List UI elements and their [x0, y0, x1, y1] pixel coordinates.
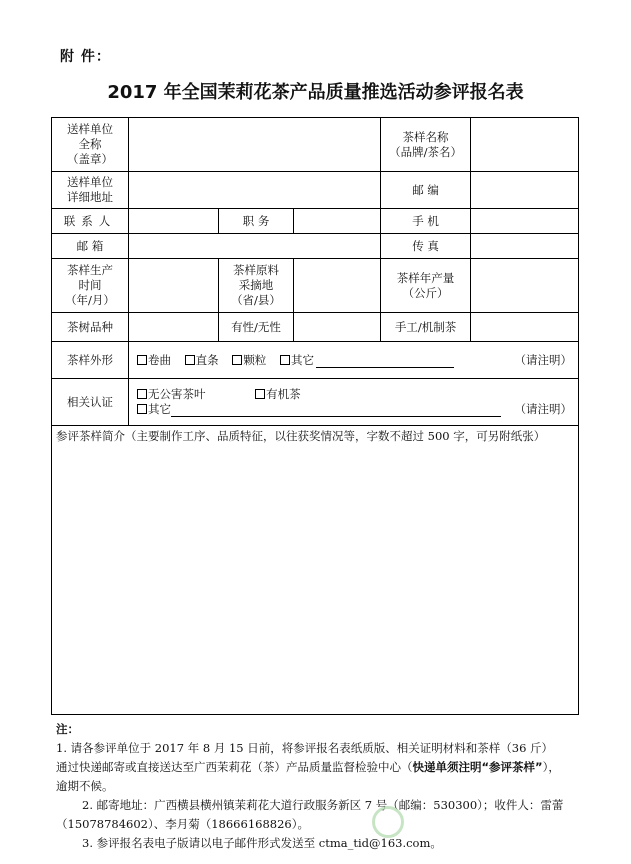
- input-material-origin[interactable]: [294, 259, 381, 313]
- input-organic[interactable]: [294, 313, 381, 342]
- note-1-line-2: 通过快递邮寄或直接送达至广西茉莉花（茶）产品质量监督检验中心（快递单须注明“参评茶样”），: [56, 760, 560, 774]
- green-stamp-mark: [372, 806, 404, 838]
- row-address: [52, 172, 579, 209]
- note-1-line-1: 注： 1. 请各参评单位于 2017 年 8 月 15 日前，将参评报名表纸质版、相关证明材料和茶样（36 斤）: [56, 722, 554, 755]
- intro-label: 参评茶样简介（主要制作工序、品质特征，以往获奖情况等，字数不超过 500 字，可另附纸张）: [56, 429, 546, 443]
- checkbox-icon: [185, 355, 195, 365]
- shape-note: （请注明）: [514, 352, 573, 367]
- input-sender-address[interactable]: [129, 172, 381, 209]
- label-sender-address: 送样单位 详细地址: [52, 172, 129, 209]
- shape-option-granular[interactable]: 颗粒: [232, 353, 266, 368]
- label-annual-output: 茶样年产量 （公斤）: [381, 259, 471, 313]
- note-2-line-1: 2. 邮寄地址：广西横县横州镇茉莉花大道行政服务新区 7 号（邮编：530300）；收件人：雷蕾: [82, 798, 564, 812]
- row-contact: [52, 209, 579, 234]
- row-sender-unit: [52, 118, 579, 172]
- input-mobile[interactable]: [471, 209, 579, 234]
- label-tea-name: 茶样名称 （品牌/茶名）: [381, 118, 471, 172]
- cert-option-pollution-free[interactable]: 无公害茶叶: [137, 387, 206, 402]
- notes-section: [56, 720, 576, 853]
- form-title: 2017 年全国茉莉花茶产品质量推选活动参评报名表: [107, 82, 524, 103]
- label-position: 职 务: [219, 209, 294, 234]
- input-tea-name[interactable]: [471, 118, 579, 172]
- checkbox-icon: [232, 355, 242, 365]
- cert-option-other[interactable]: 其它: [137, 402, 171, 417]
- input-postcode[interactable]: [471, 172, 579, 209]
- cert-note: （请注明）: [514, 402, 573, 416]
- label-organic: 有性/无性: [219, 313, 294, 342]
- checkbox-icon: [137, 355, 147, 365]
- checkbox-icon: [280, 355, 290, 365]
- cert-option-organic[interactable]: 有机茶: [255, 387, 301, 402]
- certification-options: [129, 379, 579, 426]
- row-shape: [52, 342, 579, 379]
- shape-option-other[interactable]: 其它: [280, 353, 314, 368]
- intro-textarea[interactable]: [52, 426, 579, 715]
- label-fax: 传 真: [381, 234, 471, 259]
- input-annual-output[interactable]: [471, 259, 579, 313]
- label-contact: 联系人: [52, 209, 129, 234]
- row-certification: [52, 379, 579, 426]
- row-intro: [52, 426, 579, 715]
- note-2-line-2: （15078784602）、李月菊（18666168826）。: [56, 817, 309, 831]
- label-sender-unit: 送样单位 全称 （盖章）: [52, 118, 129, 172]
- label-mobile: 手 机: [381, 209, 471, 234]
- label-certification: 相关认证: [52, 379, 129, 426]
- label-postcode: 邮 编: [381, 172, 471, 209]
- input-sender-unit[interactable]: [129, 118, 381, 172]
- cert-other-input[interactable]: [171, 416, 501, 417]
- input-variety[interactable]: [129, 313, 219, 342]
- registration-form: [51, 117, 579, 715]
- label-email: 邮 箱: [52, 234, 129, 259]
- label-making: 手工/机制茶: [381, 313, 471, 342]
- attachment-label: 附 件：: [60, 49, 111, 65]
- shape-other-input[interactable]: [316, 367, 454, 368]
- label-production-time: 茶样生产 时间 （年/月）: [52, 259, 129, 313]
- checkbox-icon: [137, 389, 147, 399]
- checkbox-icon: [137, 404, 147, 414]
- label-material-origin: 茶样原料 采摘地 （省/县）: [219, 259, 294, 313]
- note-3: 3. 参评报名表电子版请以电子邮件形式发送至 ctma_tid@163.com。: [82, 836, 442, 850]
- input-email[interactable]: [129, 234, 381, 259]
- row-variety: [52, 313, 579, 342]
- input-position[interactable]: [294, 209, 381, 234]
- shape-option-curled[interactable]: 卷曲: [137, 353, 171, 368]
- input-contact[interactable]: [129, 209, 219, 234]
- note-1-line-3: 逾期不候。: [56, 779, 114, 793]
- row-email: [52, 234, 579, 259]
- input-production-time[interactable]: [129, 259, 219, 313]
- shape-option-straight[interactable]: 直条: [185, 353, 219, 368]
- input-making[interactable]: [471, 313, 579, 342]
- input-fax[interactable]: [471, 234, 579, 259]
- label-variety: 茶树品种: [52, 313, 129, 342]
- checkbox-icon: [255, 389, 265, 399]
- shape-options: [129, 342, 579, 379]
- label-shape: 茶样外形: [52, 342, 129, 379]
- row-production: [52, 259, 579, 313]
